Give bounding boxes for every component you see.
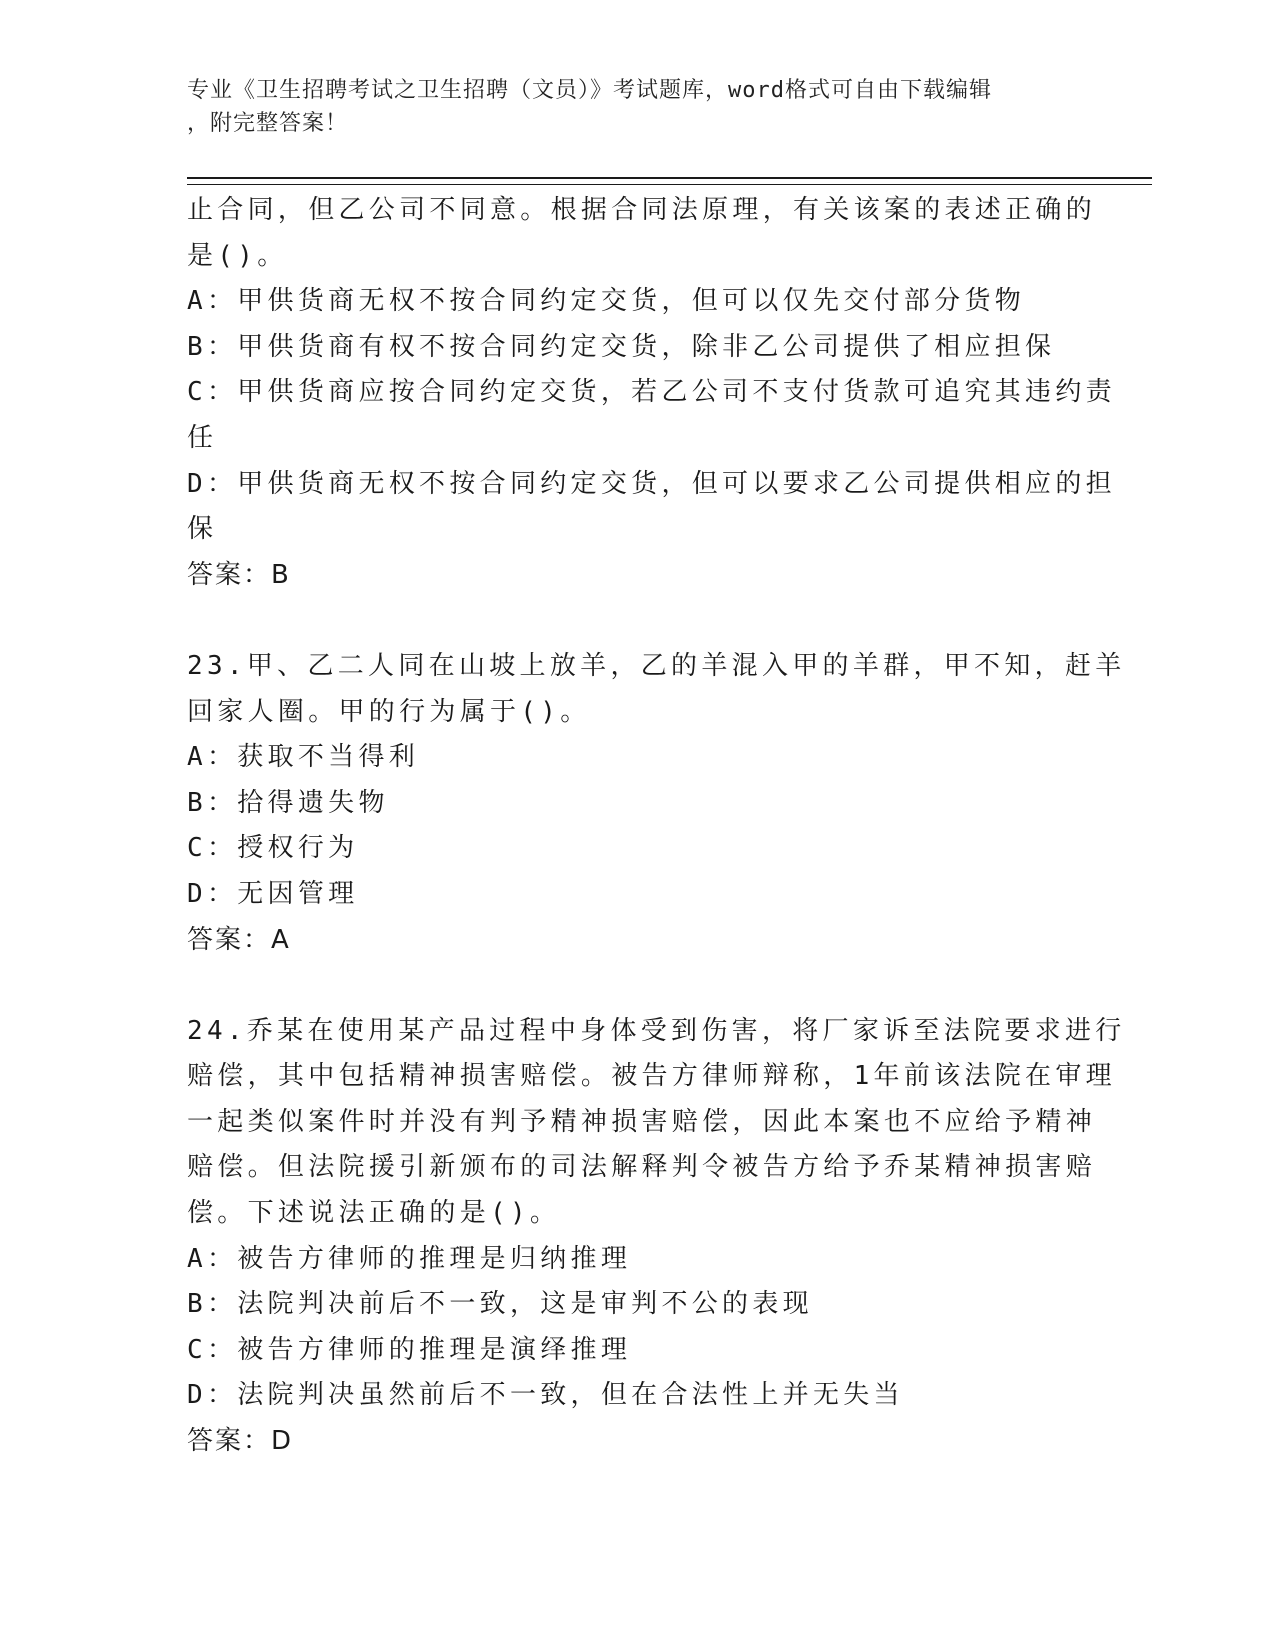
option-c-continued: 任 xyxy=(187,422,218,453)
question-list xyxy=(187,188,1126,1465)
option-a: A：甲供货商无权不按合同约定交货，但可以仅先交付部分货物 xyxy=(187,286,1026,317)
question-24 xyxy=(187,1009,1126,1465)
option-d-continued: 保 xyxy=(187,514,218,545)
question-text-line: 止合同，但乙公司不同意。根据合同法原理，有关该案的表述正确的 xyxy=(187,195,1097,225)
answer-label: 答案：A xyxy=(187,924,291,955)
header-line-1: 专业《卫生招聘考试之卫生招聘（文员）》考试题库，word格式可自由下载编辑 xyxy=(187,78,992,103)
question-text-line: 一起类似案件时并没有判予精神损害赔偿，因此本案也不应给予精神 xyxy=(187,1106,1097,1137)
question-text-line: 23.甲、乙二人同在山坡上放羊，乙的羊混入甲的羊群，甲不知，赶羊 xyxy=(187,650,1126,681)
option-d: D：无因管理 xyxy=(187,878,359,909)
answer-label: 答案：D xyxy=(187,1426,294,1457)
option-c: C：被告方律师的推理是演绎推理 xyxy=(187,1334,632,1365)
header-line-2: ，附完整答案！ xyxy=(187,111,349,136)
option-b: B：拾得遗失物 xyxy=(187,787,389,818)
header-divider-thin xyxy=(187,184,1152,185)
document-header xyxy=(187,74,1067,140)
question-text-line: 赔偿。但法院援引新颁布的司法解释判令被告方给予乔某精神损害赔 xyxy=(187,1152,1097,1183)
spacer xyxy=(187,963,1087,1009)
option-b: B：甲供货商有权不按合同约定交货，除非乙公司提供了相应担保 xyxy=(187,331,1056,362)
option-a: A：被告方律师的推理是归纳推理 xyxy=(187,1243,632,1274)
option-d: D：甲供货商无权不按合同约定交货，但可以要求乙公司提供相应的担 xyxy=(187,468,1116,499)
question-22-continued xyxy=(187,188,1116,598)
question-text-line: 是()。 xyxy=(187,240,288,271)
question-text-line: 赔偿，其中包括精神损害赔偿。被告方律师辩称，1年前该法院在审理 xyxy=(187,1061,1116,1092)
question-text-line: 偿。下述说法正确的是()。 xyxy=(187,1198,561,1229)
option-c: C：甲供货商应按合同约定交货，若乙公司不支付货款可追究其违约责 xyxy=(187,377,1116,408)
option-a: A：获取不当得利 xyxy=(187,742,420,773)
answer-label: 答案：B xyxy=(187,559,291,590)
option-b: B：法院判决前后不一致，这是审判不公的表现 xyxy=(187,1289,813,1320)
question-text-line: 24.乔某在使用某产品过程中身体受到伤害，将厂家诉至法院要求进行 xyxy=(187,1015,1126,1046)
option-d: D：法院判决虽然前后不一致，但在合法性上并无失当 xyxy=(187,1380,904,1411)
option-c: C：授权行为 xyxy=(187,833,359,864)
question-23 xyxy=(187,644,1126,963)
spacer xyxy=(187,598,1087,644)
header-divider-thick xyxy=(187,177,1152,179)
question-text-line: 回家人圈。甲的行为属于()。 xyxy=(187,696,591,727)
